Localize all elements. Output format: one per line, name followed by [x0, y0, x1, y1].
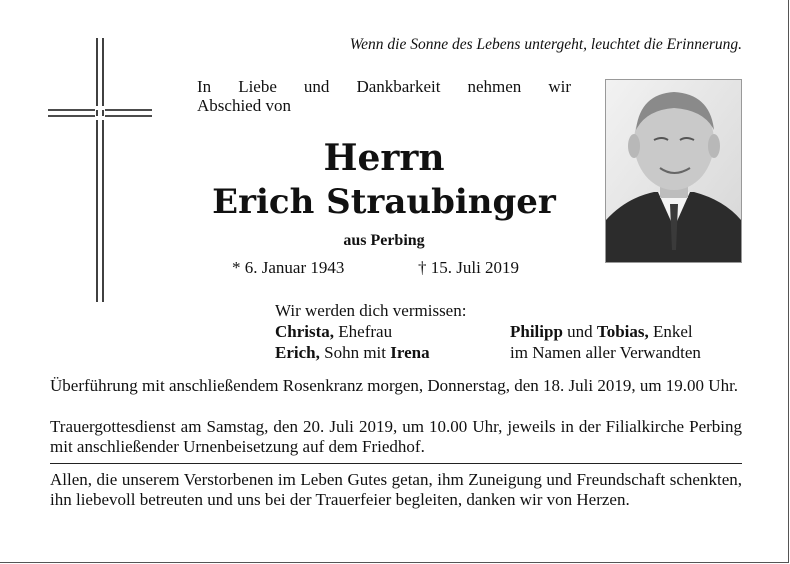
mourner-row-1-right: [510, 321, 693, 342]
service-notice: Trauergottesdienst am Samstag, den 20. Juli 2019, um 10.00 Uhr, jeweils in der Filialkirche Perbing mit anschließender Urnenbeisetzung auf dem Friedhof.: [50, 417, 742, 456]
mourner-name: Erich,: [275, 343, 320, 362]
mourner-relation: Sohn mit: [319, 343, 391, 362]
mourner-row-2-left: [275, 342, 430, 363]
mourners-heading: Wir werden dich vermissen:: [275, 301, 467, 320]
intro-line-1: In Liebe und Dankbarkeit nehmen wir: [197, 77, 571, 96]
mourner-row-2-right: im Namen aller Verwandten: [510, 343, 701, 362]
divider: [50, 463, 742, 464]
mourner-relation: Ehefrau: [334, 322, 393, 341]
cross-icon: [46, 38, 154, 304]
birth-date: * 6. Januar 1943: [232, 258, 345, 277]
intro-line-2: Abschied von: [197, 96, 291, 115]
motto: Wenn die Sonne des Lebens untergeht, leuchtet die Erinnerung.: [349, 36, 742, 53]
mourner-relation: Enkel: [648, 322, 693, 341]
mourner-name: Irena: [390, 343, 430, 362]
origin: aus Perbing: [343, 232, 425, 249]
salutation: Herrn: [323, 137, 445, 179]
portrait-photo: [605, 79, 742, 263]
mourner-name: Philipp: [510, 322, 563, 341]
mourner-row-1-left: [275, 321, 392, 342]
mourner-name: Tobias,: [596, 322, 649, 341]
transfer-notice: Überführung mit anschließendem Rosenkranz morgen, Donnerstag, den 18. Juli 2019, um 19.00 Uhr.: [50, 376, 739, 395]
thanks-notice: Allen, die unserem Verstorbenen im Leben Gutes getan, ihm Zuneigung und Freundschaft schenkten, ihn liebevoll betreuten und uns bei der Trauerfeier begleiten, danken wir von Herzen.: [50, 470, 742, 509]
death-date: † 15. Juli 2019: [418, 258, 520, 277]
mourner-conjunction: und: [562, 322, 597, 341]
deceased-name: Erich Straubinger: [212, 182, 556, 222]
mourner-name: Christa,: [275, 322, 335, 341]
